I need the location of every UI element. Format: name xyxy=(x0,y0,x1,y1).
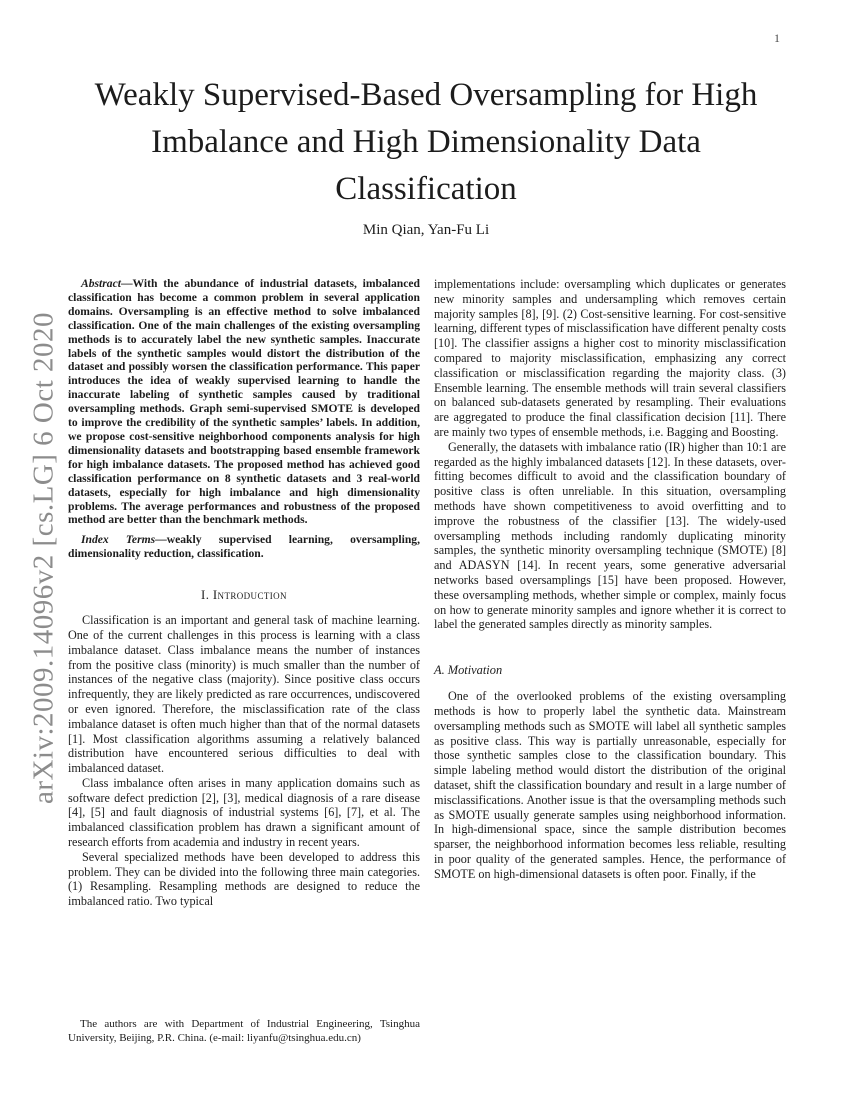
abstract-paragraph xyxy=(68,277,420,527)
intro-paragraph-1: Classification is an important and general task of machine learning. One of the current challenges in this process is learning with a class imbalance dataset. Class imbalance means the number of instances from the positive class (minority) is much smaller than the number of instances of the negative class (majority). Since positive class occurs infrequently, they are likely predicted as rare occurrences, undiscovered or even ignored. Therefore, the misclassification rate of the class imbalance dataset is often much higher than that of the normal datasets [1]. Most classification algorithms assuming a relatively balanced distribution have encountered serious difficulties to deal with imbalanced dataset. xyxy=(68,613,420,776)
left-column-flow xyxy=(68,277,420,909)
paper-authors: Min Qian, Yan-Fu Li xyxy=(362,222,490,238)
paper-title: Weakly Supervised-Based Oversampling for High Imbalance and High Dimensionality Data Classification xyxy=(94,77,758,207)
arxiv-watermark: arXiv:2009.14096v2 [cs.LG] 6 Oct 2020 xyxy=(27,311,60,805)
left-column xyxy=(68,277,420,1049)
intro-paragraph-3-continuation: implementations include: oversampling which duplicates or generates new minority samples and undersampling which removes certain majority samples [8], [9]. (2) Cost-sensitive learning. For cost-sensitive learning, different types of misclassification have different penalty costs [10]. The classifier assigns a higher cost to minority misclassification compared to majority misclassification, emphasizing any correct classification or misclassification regarding the majority class. (3) Ensemble learning. The ensemble methods will train several classifiers on balanced sub-datasets generated by resampling. Their evaluations are aggregated to produce the final classification decision [11]. There are mainly two types of ensemble methods, i.e. Bagging and Boosting. xyxy=(434,277,786,439)
intro-paragraph-3: Several specialized methods have been developed to address this problem. They can be divided into the following three main categories. (1) Resampling. Resampling methods are designed to reduce the imbalanced ratio. Two typical xyxy=(68,849,420,909)
right-column xyxy=(434,277,786,1049)
page-number: 1 xyxy=(774,31,780,45)
intro-paragraph-2: Class imbalance often arises in many application domains such as software defect prediction [2], [3], medical diagnosis of a rare disease [4], [5] and fault diagnosis of industrial systems [6], [7], et al. The imbalanced classification problem has drawn a significant amount of research efforts from academia and industry in recent years. xyxy=(68,775,420,850)
intro-paragraph-4: Generally, the datasets with imbalance ratio (IR) higher than 10:1 are regarded as the highly imbalanced datasets [12]. In these datasets, over-fitting becomes difficult to avoid and the classification boundary of positive class is often unreliable. In this situation, oversampling methods have shown competitiveness to avoid overfitting and to improve the robustness of the classifier [13]. The widely-used oversampling methods including randomly duplicating minority samples, the synthetic minority oversampling technique (SMOTE) [8] and ADASYN [14]. In recent years, some generative adversarial networks based oversamplings [15] have been proposed. However, these oversampling methods, whether simple or complex, mainly focus on how to generate minority samples and ignore whether it is correct to label the generated samples directly as minority samples. xyxy=(434,439,786,632)
abstract-label: Abstract xyxy=(81,277,121,290)
motivation-paragraph-1: One of the overlooked problems of the existing oversampling methods is how to properly label the synthetic data. Mainstream oversampling methods such as SMOTE will label all synthetic samples as positive class. This way is partially unreasonable, especially for those synthetic samples close to the classification boundary. This simple labeling method would distort the distribution of the original dataset, shift the classification boundary and result in a large number of misclassifications. Another issue is that the oversampling methods such as SMOTE usually generate samples using neighborhood information. In high-dimensional space, since the sample distribution becomes sparser, the neighborhood information becomes less reliable, resulting in poor quality of the generated samples. Hence, the performance of SMOTE on high-dimensional datasets is often poor. Finally, if the xyxy=(434,689,786,881)
subsection-heading-motivation: A. Motivation xyxy=(434,663,503,678)
two-column-body xyxy=(68,277,786,1049)
index-terms-paragraph xyxy=(68,533,420,561)
title-block xyxy=(68,72,784,239)
index-terms-text: —weakly supervised learning, oversampling, dimensionality reduction, classification. xyxy=(68,533,420,561)
section-heading-introduction: I. Introduction xyxy=(201,588,287,603)
abstract-text: —With the abundance of industrial datasets, imbalanced classification has become a common problem in several application domains. Oversampling is an effective method to solve imbalanced classification. One of the main challenges of the existing oversampling methods is to accurately label the new synthetic samples. Inaccurate labels of the synthetic samples would distort the distribution of the dataset and possibly worsen the classification performance. This paper introduces the idea of weakly supervised learning to handle the inaccurate labeling of synthetic samples caused by traditional oversampling methods. Graph semi-supervised SMOTE is developed to improve the credibility of the synthetic samples’ labels. In addition, we propose cost-sensitive neighborhood components analysis for high dimensionality datasets and bootstrapping based ensemble framework for high imbalance datasets. The proposed method has achieved good classification performance on 8 synthetic datasets and 3 real-world datasets, especially for high imbalance and high dimensionality problems. The average performances and robustness of the proposed method are better than the benchmark methods. xyxy=(68,277,420,527)
author-affiliation-footnote: The authors are with Department of Industrial Engineering, Tsinghua University, Beijing, P.R. China. (e-mail: liyanfu@tsinghua.edu.cn) xyxy=(68,1018,420,1044)
index-terms-label: Index Terms xyxy=(81,533,156,547)
